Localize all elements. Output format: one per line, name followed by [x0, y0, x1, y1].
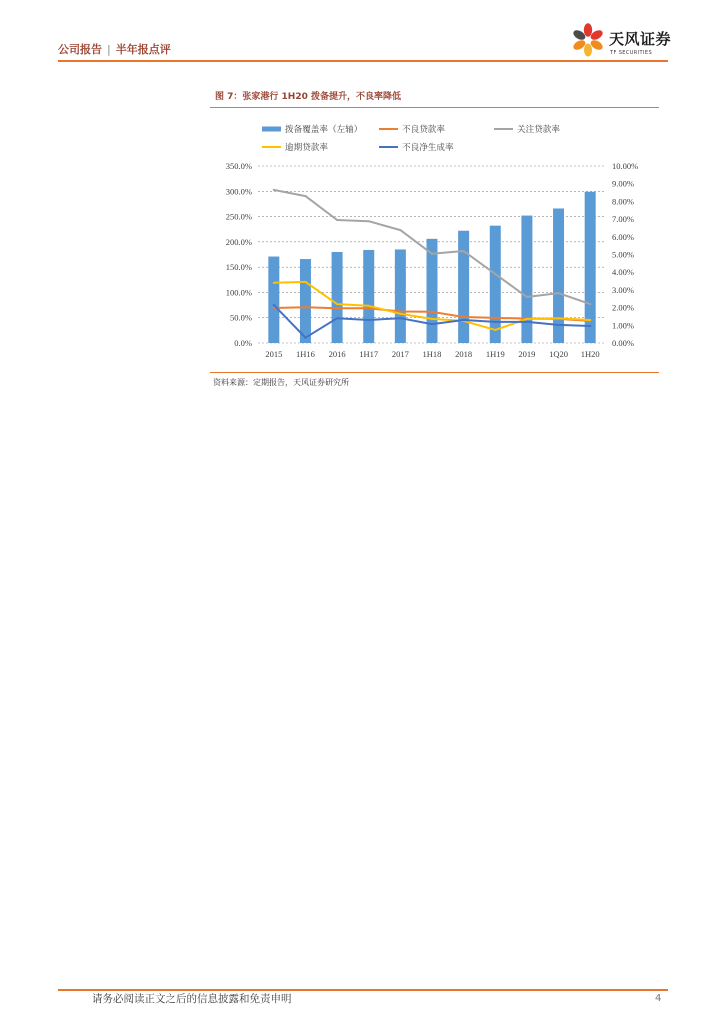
data-point: [273, 189, 275, 191]
data-point: [399, 317, 401, 319]
x-tick-label: 2016: [328, 349, 346, 359]
legend-label: 关注贷款率: [517, 125, 560, 136]
x-tick-label: 1H20: [580, 349, 600, 359]
legend-label: 不良贷款率: [402, 125, 445, 136]
data-point: [463, 316, 465, 318]
data-point: [399, 229, 401, 231]
data-point: [463, 250, 465, 252]
y-tick-label: 350.0%: [225, 161, 252, 171]
y2-tick-label: 3.00%: [612, 284, 634, 295]
data-point: [494, 273, 496, 275]
bar: [490, 226, 501, 343]
figure-caption: 图 7：张家港行 1H20 拨备提升，不良率降低: [215, 92, 401, 102]
data-point: [399, 310, 401, 312]
tf-flower-logo-icon: [568, 20, 608, 60]
disclaimer-text: 请务必阅读正文之后的信息披露和免责申明: [92, 993, 292, 1005]
y-tick-label: 200.0%: [225, 236, 252, 247]
data-point: [304, 281, 306, 283]
page-number: 4: [655, 993, 662, 1004]
data-point: [526, 321, 528, 323]
x-tick-label: 2018: [455, 349, 473, 359]
data-point: [336, 303, 338, 305]
header-separator: |: [107, 43, 111, 56]
data-point: [558, 324, 560, 326]
legend-item: [494, 123, 560, 135]
x-tick-label: 1H16: [296, 349, 315, 359]
footer-divider: [58, 989, 668, 991]
legend-label: 不良净生成率: [402, 143, 454, 154]
data-point: [304, 306, 306, 308]
data-point: [336, 307, 338, 309]
brand-logo: [568, 20, 670, 60]
report-type: 公司报告: [58, 43, 102, 56]
y-tick-label: 100.0%: [225, 287, 252, 298]
bar: [268, 257, 279, 343]
y-tick-label: 0.0%: [234, 338, 252, 348]
data-point: [336, 219, 338, 221]
legend-swatch: [262, 127, 281, 132]
bar: [458, 231, 469, 343]
data-point: [463, 319, 465, 321]
data-point: [368, 220, 370, 222]
report-category: [58, 43, 171, 57]
data-point: [558, 317, 560, 319]
legend-label: 拨备覆盖率（左轴）: [285, 125, 363, 136]
y-axis-right: [612, 161, 638, 348]
y-tick-label: 50.0%: [230, 312, 252, 323]
y-tick-label: 150.0%: [225, 262, 252, 273]
data-point: [431, 253, 433, 255]
data-point: [589, 303, 591, 305]
source-divider: [210, 372, 659, 373]
x-tick-label: 1H18: [422, 349, 442, 359]
bar: [332, 252, 343, 343]
data-point: [494, 329, 496, 331]
data-point: [589, 319, 591, 321]
x-tick-label: 2017: [391, 349, 409, 359]
y-tick-label: 300.0%: [225, 186, 252, 197]
y2-tick-label: 8.00%: [612, 196, 634, 207]
bar: [395, 249, 406, 343]
legend: [262, 123, 560, 153]
x-tick-label: 2019: [518, 349, 536, 359]
data-point: [494, 317, 496, 319]
x-tick-label: 2015: [265, 349, 283, 359]
y2-tick-label: 1.00%: [612, 320, 634, 331]
data-point: [273, 304, 275, 306]
y-tick-label: 250.0%: [225, 211, 252, 222]
y2-tick-label: 6.00%: [612, 231, 634, 242]
legend-label: 逾期贷款率: [285, 143, 328, 154]
x-tick-label: 1H19: [485, 349, 505, 359]
data-point: [368, 319, 370, 321]
y2-tick-label: 0.00%: [612, 338, 634, 348]
brand-name: 天风证券: [609, 30, 672, 48]
x-tick-label: 1H17: [359, 349, 379, 359]
data-point: [304, 195, 306, 197]
legend-item: [262, 141, 328, 153]
bar: [521, 216, 532, 343]
logo-petal: [584, 44, 592, 57]
chart: [205, 112, 665, 370]
y2-tick-label: 2.00%: [612, 302, 634, 313]
data-point: [273, 307, 275, 309]
y2-tick-label: 7.00%: [612, 214, 634, 225]
bar: [363, 250, 374, 343]
y2-tick-label: 9.00%: [612, 178, 634, 189]
data-point: [558, 292, 560, 294]
data-point: [368, 307, 370, 309]
caption-divider: [210, 107, 659, 108]
figure-source: 资料来源：定期报告，天风证券研究所: [213, 378, 349, 387]
x-tick-label: 1Q20: [549, 349, 568, 359]
report-subtype: 半年报点评: [115, 43, 171, 56]
brand-name-en: TF SECURITIES: [610, 50, 653, 56]
legend-item: [379, 141, 454, 153]
data-point: [526, 296, 528, 298]
data-point: [304, 337, 306, 339]
bar: [553, 208, 564, 343]
data-point: [368, 305, 370, 307]
data-point: [526, 318, 528, 320]
legend-item: [379, 123, 445, 135]
data-point: [494, 321, 496, 323]
y-axis-left: [226, 161, 252, 348]
data-point: [431, 323, 433, 325]
data-point: [399, 313, 401, 315]
legend-item: [262, 123, 362, 135]
y2-tick-label: 4.00%: [612, 267, 634, 278]
header-divider: [58, 60, 668, 62]
data-point: [336, 317, 338, 319]
data-point: [589, 325, 591, 327]
bar: [300, 259, 311, 343]
x-axis: [265, 349, 599, 359]
data-point: [431, 311, 433, 313]
data-point: [273, 282, 275, 284]
y2-tick-label: 5.00%: [612, 249, 634, 260]
data-point: [431, 318, 433, 320]
logo-petal: [584, 23, 592, 37]
y2-tick-label: 10.00%: [612, 161, 639, 171]
